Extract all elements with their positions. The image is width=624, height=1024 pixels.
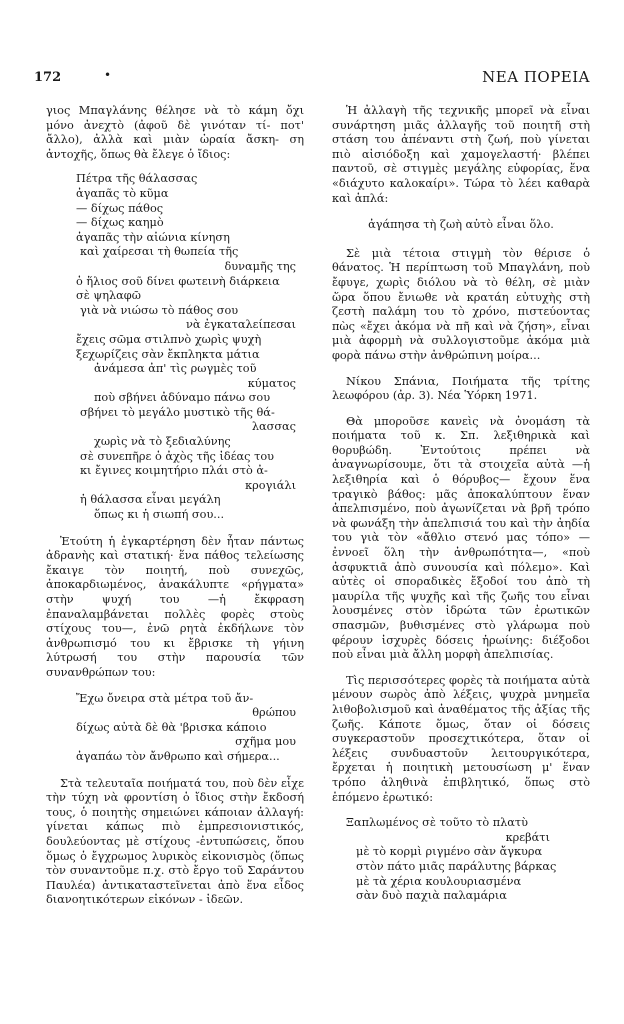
paragraph: Στὰ τελευταῖα ποιήματά του, ποὺ δὲν εἶχε τὴν τύχη νὰ φροντίση ὁ ἴδιος στὴν ἔκδοσή τους, ὁ ποιητὴς σημειώνει κάποιαν ἀλλαγή: γίνεται κάπως πιὸ ἐμπρεσιονιστικός, δουλεύοντας μὲ στίχους -ἐντυπώσεις, ὅπου ὅμως ὁ ἔγχρωμος λυρικὸς εἰκονισμὸς (ὅπως τὸν συναντοῦμε π.χ. στὸ ἔργο τοῦ Σαράντου Παυλέα) ἀντικαταστεῖνεται ἀπὸ ἕνα εἶδος διανοητικότερων εἰκόνων - ἰδεῶν. — [46, 776, 304, 907]
poem-line: σχῆμα μου — [235, 735, 296, 749]
poem-line: ἡ θάλασσα εἶναι μεγάλη — [80, 493, 221, 507]
poem-line: ἀνάμεσα ἀπ' τὶς ρωγμὲς τοῦ — [94, 362, 257, 376]
poem-line: ὅπως κι ἡ σιωπή σου... — [94, 508, 225, 522]
poem-line: Ἔχω ὄνειρα στὰ μέτρα τοῦ ἄν- — [76, 691, 254, 705]
poem-line: ἔχεις σῶμα στιλπνὸ χωρὶς ψυχὴ — [76, 332, 262, 346]
poem-line: ἀγαπᾶς τὴν αἰώνια κίνηση — [76, 230, 230, 244]
right-column — [332, 104, 590, 916]
poem-line: ξεχωρίζεις σὰν ἔκπληκτα μάτια — [76, 347, 260, 361]
poem-line: κρογιάλι — [245, 478, 296, 492]
paragraph: Θὰ μποροῦσε κανεὶς νὰ ὀνομάση τὰ ποιήματα τοῦ κ. Σπ. λεξιθηρικὰ καὶ θορυβώδη. Ἐντούτοις πρέπει νὰ ἀναγνωρίσουμε, ὅτι τὰ στοιχεῖα αὐτὰ —ἡ λεξιθηρία καὶ ὁ θόρυβος— ἔχουν ἕνα τραγικὸ βάθος: μᾶς ἀποκαλύπτουν ἕναν ἀπελπισμένο, ποὺ ἀγωνίζεται νὰ βρῆ τρόπο νὰ φωνάξη τὴν ἀπελπισιά του καὶ τὴν ἀηδία του γιὰ τὸν «ἄθλιο στενό μας τόπο» —ἐννοεῖ ὅλη τὴν ἀνθρωπότητα—, «ποὺ ἀσφυκτιᾶ ἀπὸ συνουσία καὶ πόλεμο». Καὶ αὐτὲς οἱ σποραδικὲς ἔξοδοί του ἀπὸ τὴ μαυρίλα τῆς ψυχῆς καὶ τῆς ζωῆς του εἶναι λουσμένες στὸν ἱδρώτα τῶν ἐρωτικῶν σπασμῶν, βυθισμένες στὸ γλάρωμα ποὺ φέρουν ἰσχυρὲς δόσεις ἡρωίνης: διέξοδοι ποὺ εἶναι μιὰ ἄλλη μορφὴ ἀπελπισίας. — [332, 414, 590, 662]
poem-line: μὲ τὰ χέρια κουλουριασμένα — [356, 874, 522, 888]
running-title: ΝΕΑ ΠΟΡΕΙΑ — [482, 68, 590, 86]
poem-line: ἀγαπᾶς τὸ κῦμα — [76, 186, 169, 200]
dot-mark: • — [104, 68, 112, 82]
poem-line: κρεβάτι — [505, 830, 550, 844]
poem-line: θρώπου — [252, 706, 296, 720]
poem-line: καὶ χαίρεσαι τὴ θωπεία τῆς — [80, 245, 239, 259]
left-column — [46, 104, 304, 919]
poem-line: κύματος — [247, 376, 296, 390]
paragraph: Τὶς περισσότερες φορὲς τὰ ποιήματα αὐτὰ μένουν σωρὸς ἀπὸ λέξεις, ψυχρὰ μνημεῖα λιθοβολισμοῦ καὶ ἀναθέματος τῆς ἀξίας τῆς ζωῆς. Κάποτε ὅμως, ὅταν οἱ δόσεις συγκεραστοῦν προσεχτικότερα, ὅταν οἱ λέξεις συνδυαστοῦν λειτουργικότερα, ἔρχεται ἡ ποιητικὴ μετουσίωση μ' ἕναν τρόπο ἀληθινὰ ἐπιβλητικό, ὅπως στὸ ἑπόμενο ἐρωτικό: — [332, 673, 591, 804]
paragraph: Σὲ μιὰ τέτοια στιγμὴ τὸν θέρισε ὁ θάνατος. Ἡ περίπτωση τοῦ Μπαγλάνη, ποὺ ἔφυγε, χωρὶς διόλου νὰ τὸ θέλη, σὲ μιὰν ὥρα ὅπου ἔνιωθε νὰ κρατάη εὐτυχὴς στὴ ζεστὴ παλάμη του τὸ χρόνο, πιστεύοντας πὼς «ἔχει ἀκόμα νὰ πῆ καὶ νὰ ζήση», εἶναι μιὰ ἀφορμὴ νὰ συλλογιστοῦμε ἀκόμα μιὰ φορὰ πάνω στὴν ἀνθρώπινη μοίρα... — [332, 246, 590, 362]
poem-line: νὰ ἐγκαταλείπεσαι — [186, 318, 296, 332]
poem-line: χωρὶς νὰ τὸ ξεδιαλύνης — [94, 435, 231, 449]
paragraph: Ἡ ἀλλαγὴ τῆς τεχνικῆς μπορεῖ νὰ εἶναι συνάρτηση μιᾶς ἀλλαγῆς τοῦ ποιητῆ στὴ στάση του ἀπέναντι στὴ ζωή, ποὺ γίνεται πιὸ αἰσιόδοξη καὶ χαμογελαστή· βλέπει παντοῦ, σὲ στιγμὲς μεγάλης εὐφορίας, ἕνα «διάχυτο καλοκαίρι». Τώρα τὸ λέει καθαρὰ καὶ ἁπλά: — [332, 104, 590, 205]
poem-line: ὁ ἥλιος σοῦ δίνει φωτεινὴ διάρκεια — [76, 274, 280, 288]
poem-line: ἀγαπάω τὸν ἄνθρωπο καὶ σήμερα... — [76, 749, 280, 763]
poem-line: δίχως αὐτὰ δὲ θὰ 'βρισκα κάποιο — [76, 720, 267, 734]
poem-line: δυναμῆς της — [224, 259, 296, 273]
poem-line: κι ἔγινες κοιμητήριο πλάι στὸ ἀ- — [80, 464, 268, 478]
poem-line: σὰν δυὸ παχιὰ παλαμάρια — [356, 889, 507, 903]
poem-line: — δίχως πάθος — [76, 201, 164, 215]
poem-line: ποὺ σβήνει ἀδύναμο πάνω σου — [94, 391, 271, 405]
poem-lying — [332, 816, 590, 904]
poem-line: Πέτρα τῆς θάλασσας — [76, 172, 198, 186]
poem-line: — δίχως καημὸ — [76, 216, 164, 230]
poem-line: Ξαπλωμένος σὲ τοῦτο τὸ πλατὺ — [346, 816, 529, 830]
poem-stone-of-sea — [46, 172, 304, 522]
poem-line: σὲ ψηλαφῶ — [76, 289, 141, 303]
poem-line: μὲ τὸ κορμὶ ριγμένο σὰν ἄγκυρα — [356, 845, 543, 859]
intro-paragraph: γιος Μπαγλάνης θέλησε νὰ τὸ κάμη ὄχι μόνο ἀνεχτὸ (ἀφοῦ δὲ γινόταν τί- ποτ' ἄλλο), ἀλλὰ καὶ μιὰν ὡραία ἄσκη- ση ἀντοχῆς, ὅπως θὰ ἔλεγε ὁ ἴδιος: — [46, 104, 304, 161]
page-header — [34, 70, 590, 90]
poem-line: σβήνει τὸ μεγάλο μυστικὸ τῆς θά- — [80, 405, 275, 419]
book-reference: Νίκου Σπάνια, Ποιήματα τῆς τρίτης λεωφόρου (ἀρ. 3). Νέα Ὑόρκη 1971. — [332, 374, 590, 403]
paragraph: Ἐτούτη ἡ ἐγκαρτέρηση δὲν ἦταν πάντως ἀδρανὴς καὶ στατική· ἕνα πάθος τελείωσης ἔκαιγε τὸν ποιητή, ποὺ συνεχῶς, ἀποκαρδιωμένος, ἀνακάλυπτε «ρήγματα» στὴν ψυχή του —ἡ ἔκφραση ἐπαναλαμβάνεται πολλὲς φορὲς στοὺς στίχους του—, ἐνῶ ρητὰ ἐκδήλωνε τὸν ἀνθρωπισμό του κι ἔβρισκε τὴ γήινη λύτρωσή του στὴν παρουσία τῶν συνανθρώπων του: — [46, 534, 304, 679]
poem-line: σὲ συνεπῆρε ὁ ἀχὸς τῆς ἰδέας του — [80, 449, 275, 463]
poem-dreams — [46, 692, 304, 765]
poem-line: λασσας — [251, 420, 296, 434]
quote-line: ἀγάπησα τὴ ζωὴ αὐτὸ εἶναι ὅλο. — [368, 218, 554, 232]
poem-line: στὸν πάτο μιᾶς παράλυτης βάρκας — [356, 859, 557, 873]
poem-line: γιὰ νὰ νιώσω τὸ πάθος σου — [80, 303, 239, 317]
page-number: 172 — [34, 70, 62, 85]
